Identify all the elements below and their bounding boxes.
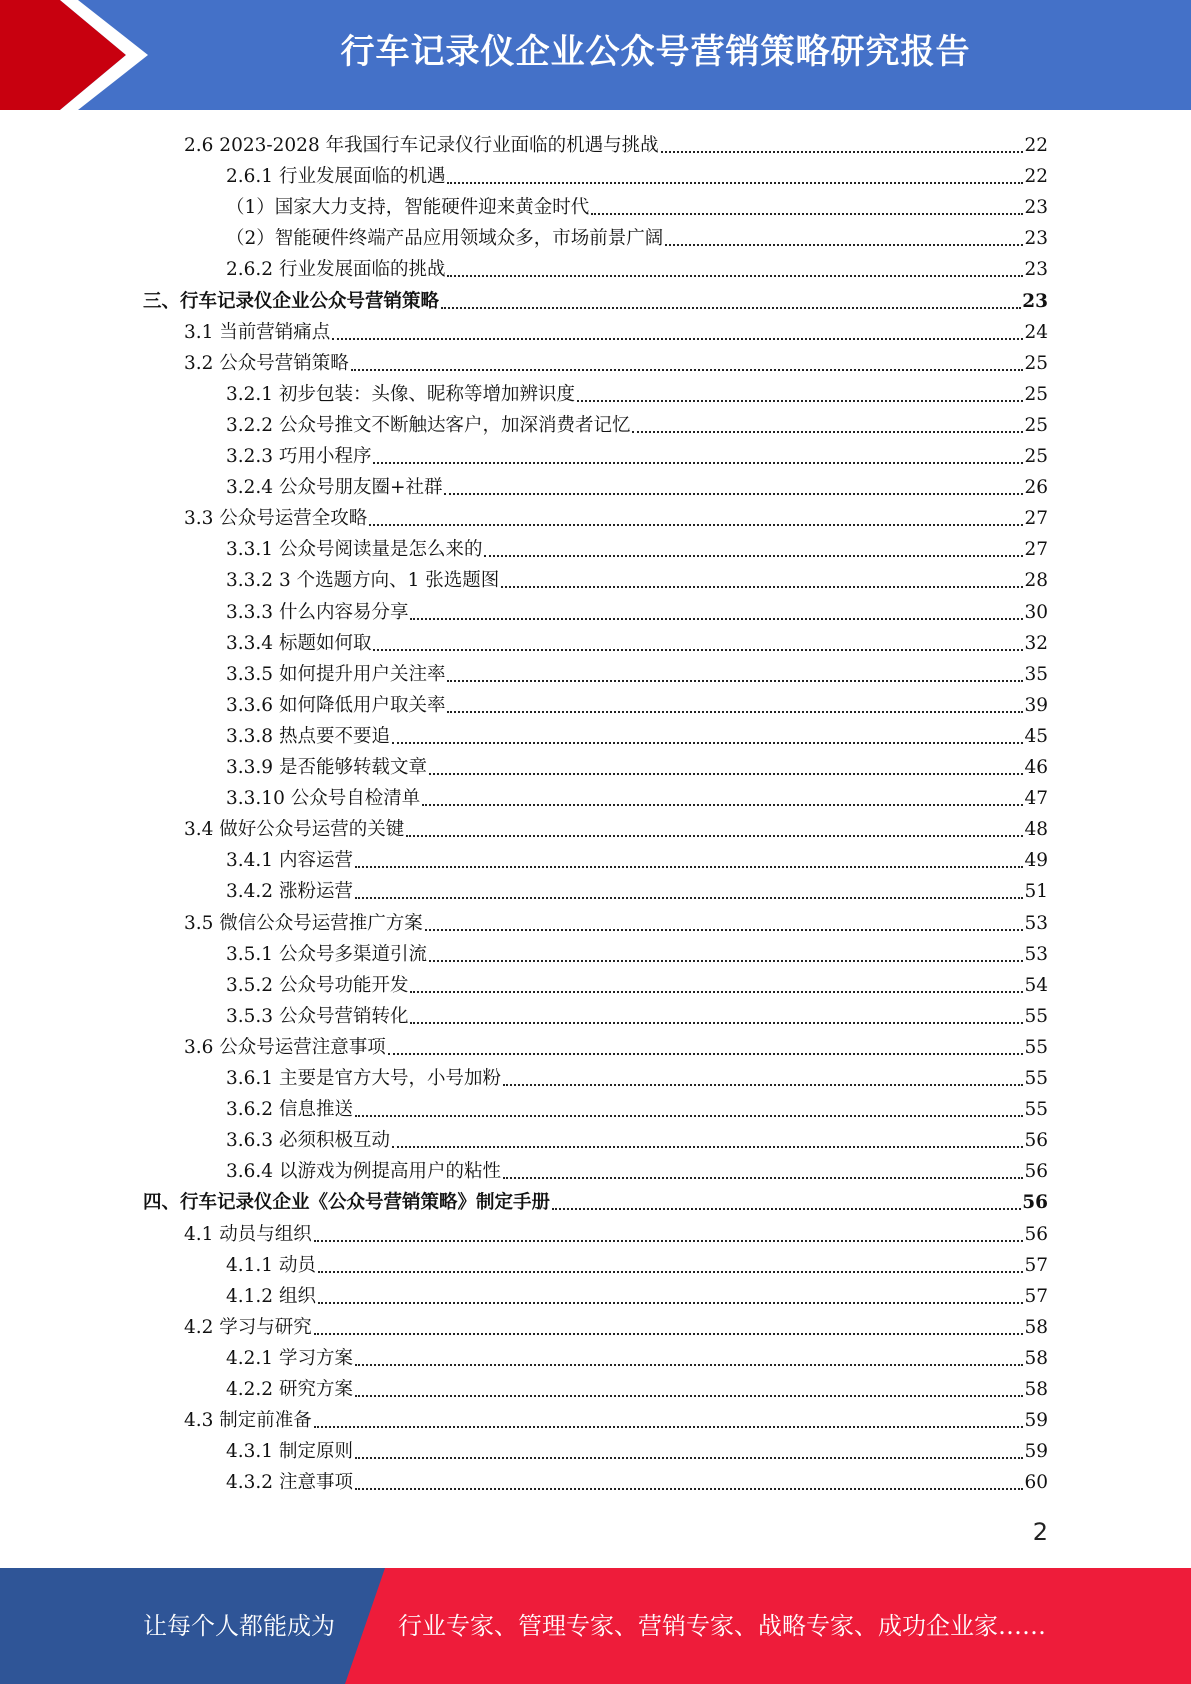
toc-entry[interactable] [184,810,1048,841]
toc-entry-page: 56 [1024,1130,1048,1152]
toc-dot-leader [632,431,1023,433]
toc-entry-label: 3.3 公众号运营全攻略 [184,508,368,530]
toc-entry-label: 3.1 当前营销痛点 [184,321,331,343]
toc-dot-leader [577,400,1023,402]
toc-entry[interactable] [226,966,1048,997]
toc-entry-page: 56 [1024,1161,1048,1183]
toc-entry-page: 53 [1024,912,1048,934]
toc-entry[interactable] [226,748,1048,779]
toc-entry[interactable] [226,1059,1048,1090]
toc-dot-leader [410,618,1023,620]
toc-entry[interactable] [226,375,1048,406]
toc-entry-page: 22 [1024,135,1048,156]
toc-dot-leader [332,338,1023,340]
toc-entry-page: 55 [1024,1005,1048,1027]
toc-entry-page: 32 [1024,632,1048,654]
toc-entry[interactable] [226,624,1048,655]
toc-entry-page: 53 [1024,943,1048,965]
toc-dot-leader [388,1053,1024,1055]
toc-dot-leader [355,1115,1024,1117]
toc-entry[interactable] [184,499,1048,530]
toc-dot-leader [501,586,1023,588]
toc-entry-page: 58 [1024,1379,1048,1400]
toc-entry-label: 4.1.1 动员 [226,1254,316,1276]
toc-dot-leader [355,1395,1024,1397]
toc-dot-leader [447,711,1023,713]
toc-dot-leader [373,649,1023,651]
toc-entry-label: 三、行车记录仪企业公众号营销策略 [143,290,440,312]
toc-dot-leader [552,1208,1021,1210]
toc-entry-label: 3.3.4 标题如何取 [226,632,372,654]
toc-entry-page: 60 [1024,1472,1048,1494]
toc-entry[interactable] [184,1028,1048,1059]
toc-entry-page: 25 [1024,414,1048,436]
toc-entry-label: 3.2 公众号营销策略 [184,352,349,374]
toc-dot-leader [355,1457,1024,1459]
toc-dot-leader [351,369,1024,371]
toc-entry-label: 3.2.2 公众号推文不断触达客户，加深消费者记忆 [226,414,631,436]
toc-dot-leader [406,835,1023,837]
toc-entry-page: 35 [1024,663,1048,685]
toc-entry-page: 26 [1024,477,1048,499]
toc-dot-leader [447,680,1023,682]
toc-dot-leader [441,307,1021,309]
toc-entry-label: 3.3.5 如何提升用户关注率 [226,663,446,685]
toc-entry-label: 3.2.4 公众号朋友圈+社群 [226,477,443,499]
toc-dot-leader [429,773,1023,775]
toc-entry-page: 46 [1024,757,1048,778]
toc-dot-leader [503,1177,1023,1179]
toc-entry-page: 45 [1024,725,1048,747]
toc-entry[interactable] [226,250,1048,281]
toc-dot-leader [503,1084,1023,1086]
toc-entry-page: 55 [1024,1068,1048,1089]
toc-entry-label: 4.2.2 研究方案 [226,1379,353,1400]
toc-entry-page: 23 [1024,228,1048,250]
toc-dot-leader [425,929,1024,931]
toc-entry-label: 3.4 做好公众号运营的关键 [184,819,405,841]
toc-entry-page: 59 [1024,1441,1048,1463]
toc-dot-leader [665,244,1023,246]
toc-entry-label: 3.5.1 公众号多渠道引流 [226,943,427,965]
toc-entry[interactable] [226,1246,1048,1277]
toc-entry[interactable] [184,313,1048,344]
toc-dot-leader [318,1302,1024,1304]
toc-entry[interactable] [184,1308,1048,1339]
toc-entry[interactable] [226,841,1048,872]
toc-entry-label: 2.6.1 行业发展面临的机遇 [226,166,446,188]
toc-entry-page: 51 [1024,881,1048,903]
toc-entry[interactable] [143,1183,1048,1214]
toc-dot-leader [355,1488,1024,1490]
footer-slogan-right: 行业专家、管理专家、营销专家、战略专家、成功企业家…… [398,1612,1046,1640]
toc-entry-page: 24 [1024,321,1048,343]
toc-dot-leader [447,275,1023,277]
toc-entry-page: 57 [1024,1285,1048,1307]
toc-dot-leader [429,960,1023,962]
toc-dot-leader [314,1240,1024,1242]
toc-entry-label: 3.3.8 热点要不要追 [226,725,390,747]
toc-entry-label: 3.5.3 公众号营销转化 [226,1005,409,1027]
toc-dot-leader [484,555,1023,557]
toc-entry-label: 3.4.2 涨粉运营 [226,881,353,903]
toc-entry-label: 3.3.1 公众号阅读量是怎么来的 [226,539,483,561]
toc-dot-leader [355,1364,1024,1366]
toc-entry-label: 4.2.1 学习方案 [226,1347,353,1369]
toc-entry-page: 23 [1022,290,1048,312]
toc-entry-page: 48 [1024,819,1048,841]
toc-dot-leader [355,866,1024,868]
toc-entry-label: （2）智能硬件终端产品应用领域众多，市场前景广阔 [226,228,664,250]
toc-entry[interactable] [226,872,1048,903]
toc-entry-label: 3.5 微信公众号运营推广方案 [184,912,423,934]
toc-entry-page: 56 [1024,1223,1048,1245]
toc-dot-leader [410,1022,1023,1024]
footer-slogan-left: 让每个人都能成为 [143,1612,335,1640]
toc-entry-page: 57 [1024,1254,1048,1276]
toc-entry-label: 2.6 2023-2028 年我国行车记录仪行业面临的机遇与挑战 [184,135,659,156]
toc-entry-label: 2.6.2 行业发展面临的挑战 [226,259,446,281]
toc-entry-page: 27 [1024,539,1048,561]
toc-dot-leader [355,897,1024,899]
toc-dot-leader [410,991,1023,993]
toc-entry-label: 3.3.10 公众号自检清单 [226,788,421,810]
toc-entry[interactable] [184,1401,1048,1432]
toc-entry-label: 3.6.4 以游戏为例提高用户的粘性 [226,1161,501,1183]
toc-dot-leader [318,1271,1024,1273]
toc-entry-page: 56 [1022,1192,1048,1214]
toc-entry-label: 4.3.1 制定原则 [226,1441,353,1463]
page-number: 2 [1032,1518,1048,1546]
toc-entry[interactable] [226,1370,1048,1401]
toc-entry[interactable] [226,1152,1048,1183]
toc-entry-page: 54 [1024,974,1048,996]
toc-entry[interactable] [226,157,1048,188]
toc-entry[interactable] [184,344,1048,375]
toc-entry-page: 30 [1024,601,1048,623]
toc-entry-label: 3.3.9 是否能够转载文章 [226,757,427,778]
toc-entry-page: 22 [1024,166,1048,188]
toc-entry-page: 55 [1024,1036,1048,1058]
toc-entry-label: 3.6 公众号运营注意事项 [184,1036,386,1058]
toc-entry[interactable] [226,717,1048,748]
toc-entry-label: 3.6.1 主要是官方大号，小号加粉 [226,1068,501,1089]
toc-entry-label: 3.2.3 巧用小程序 [226,446,372,467]
toc-entry[interactable] [143,282,1048,313]
toc-entry-label: 3.2.1 初步包装：头像、昵称等增加辨识度 [226,383,575,405]
toc-dot-leader [392,742,1023,744]
toc-dot-leader [447,182,1023,184]
toc-dot-leader [392,1146,1023,1148]
toc-entry[interactable] [226,686,1048,717]
toc-dot-leader [314,1333,1024,1335]
toc-entry-label: 4.3.2 注意事项 [226,1472,353,1494]
toc-entry-label: 4.1 动员与组织 [184,1223,312,1245]
toc-entry[interactable] [226,406,1048,437]
toc-entry-label: 3.4.1 内容运营 [226,850,353,872]
toc-entry-page: 28 [1024,570,1048,592]
toc-entry-page: 25 [1024,352,1048,374]
toc-entry-page: 23 [1024,197,1048,219]
toc-entry[interactable] [226,561,1048,592]
toc-dot-leader [314,1426,1024,1428]
toc-entry-page: 25 [1024,446,1048,467]
toc-dot-leader [373,462,1023,464]
toc-dot-leader [422,804,1023,806]
toc-entry[interactable] [226,1090,1048,1121]
toc-entry-label: 四、行车记录仪企业《公众号营销策略》制定手册 [143,1192,551,1214]
toc-entry[interactable] [226,188,1048,219]
toc-entry-label: 3.6.3 必须积极互动 [226,1130,390,1152]
toc-entry[interactable] [226,935,1048,966]
toc-entry-page: 58 [1024,1347,1048,1369]
toc-entry-page: 59 [1024,1410,1048,1432]
toc-entry[interactable] [226,1339,1048,1370]
toc-entry-page: 58 [1024,1316,1048,1338]
toc-entry[interactable] [184,1215,1048,1246]
toc-entry[interactable] [226,655,1048,686]
toc-entry-label: 4.3 制定前准备 [184,1410,312,1432]
toc-dot-leader [661,151,1024,153]
toc-entry[interactable] [226,1277,1048,1308]
toc-entry[interactable] [184,904,1048,935]
toc-entry[interactable] [226,468,1048,499]
toc-entry-page: 49 [1024,850,1048,872]
toc-entry[interactable] [226,530,1048,561]
toc-dot-leader [591,213,1023,215]
toc-entry-label: 4.2 学习与研究 [184,1316,312,1338]
toc-dot-leader [369,524,1023,526]
toc-entry[interactable] [226,1121,1048,1152]
toc-entry[interactable] [226,779,1048,810]
toc-entry-page: 55 [1024,1099,1048,1121]
toc-entry[interactable] [226,1463,1048,1494]
toc-entry[interactable] [184,126,1048,157]
toc-entry-page: 47 [1024,788,1048,810]
toc-entry[interactable] [226,219,1048,250]
toc-entry-label: 3.5.2 公众号功能开发 [226,974,409,996]
toc-entry-page: 39 [1024,694,1048,716]
toc-entry-label: （1）国家大力支持，智能硬件迎来黄金时代 [226,197,590,219]
toc-entry-label: 3.6.2 信息推送 [226,1099,353,1121]
toc-entry-page: 25 [1024,383,1048,405]
toc-entry-label: 3.3.6 如何降低用户取关率 [226,694,446,716]
page-footer [0,1568,1191,1684]
toc-entry[interactable] [226,593,1048,624]
toc-dot-leader [444,493,1023,495]
toc-entry[interactable] [226,997,1048,1028]
toc-entry[interactable] [226,437,1048,468]
toc-entry-page: 27 [1024,508,1048,530]
toc-entry-label: 3.3.2 3 个选题方向、1 张选题图 [226,570,500,592]
toc-entry-page: 23 [1024,259,1048,281]
toc-entry-label: 4.1.2 组织 [226,1285,316,1307]
page-header [0,0,1191,110]
toc-entry-label: 3.3.3 什么内容易分享 [226,601,409,623]
report-title: 行车记录仪企业公众号营销策略研究报告 [340,32,971,72]
toc-entry[interactable] [226,1432,1048,1463]
